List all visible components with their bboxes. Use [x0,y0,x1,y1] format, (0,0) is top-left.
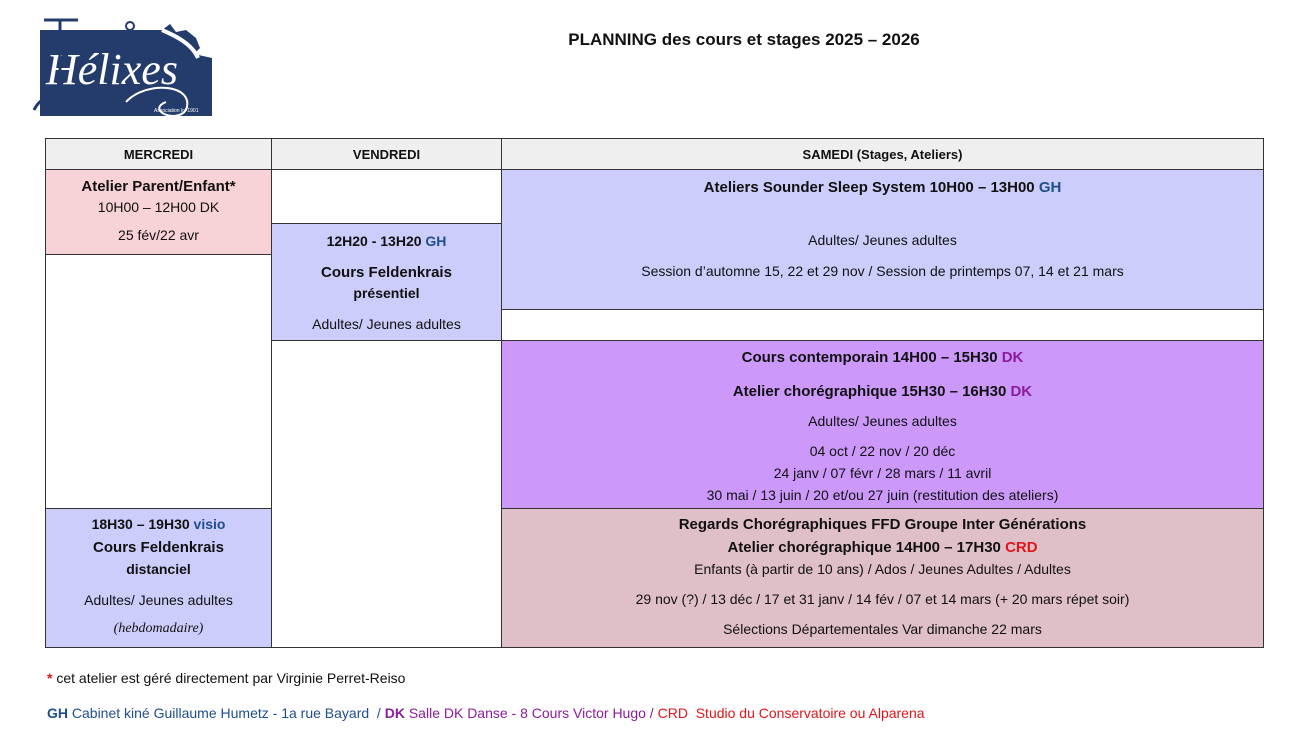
footnote [47,670,405,686]
footnote-text: cet atelier est géré directement par Virginie Perret-Reiso [52,670,406,686]
distanciel-tag: visio [193,516,226,532]
schedule-table [45,138,1264,648]
distanciel-audience: Adultes/ Jeunes adultes [84,592,233,608]
cell-samedi-empty [502,310,1264,341]
legend-gh-text: Cabinet kiné Guillaume Humetz - 1a rue Bayard [68,705,370,721]
regards-selection: Sélections Départementales Var dimanche 22 mars [723,621,1042,637]
header-mercredi: MERCREDI [46,139,272,170]
regards-title2: Atelier chorégraphique 14H00 – 17H30 CRD [727,539,1038,556]
regards-dates: 29 nov (?) / 13 déc / 17 et 31 janv / 14 fév / 07 et 14 mars (+ 20 mars répet soir) [635,591,1130,607]
contemporain-title1: Cours contemporain 14H00 – 15H30 DK [741,349,1024,366]
legend-crd-code: CRD [657,705,688,721]
page-title: PLANNING des cours et stages 2025 – 2026 [568,30,920,49]
regards-tag: CRD [1005,539,1038,556]
cell-sounder-sleep [502,170,1264,310]
distanciel-frequency: (hebdomadaire) [113,621,204,636]
header-samedi: SAMEDI (Stages, Ateliers) [502,139,1264,170]
contemporain-dates3: 30 mai / 13 juin / 20 et/ou 27 juin (restitution des ateliers) [706,487,1059,503]
logo-wordmark: Hélixes [46,45,178,94]
distanciel-time: 18H30 – 19H30 [91,516,190,532]
header-row [46,139,1264,170]
sounder-sessions: Session d’automne 15, 22 et 29 nov / Session de printemps 07, 14 et 21 mars [641,263,1124,279]
footnote-star: * [47,670,53,686]
contemporain-dates1: 04 oct / 22 nov / 20 déc [809,443,956,459]
logo-caption: Association loi 1901 [154,108,199,114]
contemporain-dates2: 24 janv / 07 févr / 28 mars / 11 avril [773,465,992,481]
presentiel-audience: Adultes/ Jeunes adultes [312,316,461,332]
header-vendredi: VENDREDI [272,139,502,170]
cell-mercredi-empty [46,255,272,509]
distanciel-title: Cours Feldenkrais [93,539,224,556]
legend-gh-code: GH [47,705,68,721]
distanciel-mode: distanciel [126,561,191,577]
parent-enfant-title: Atelier Parent/Enfant* [81,178,236,195]
parent-enfant-dates: 25 fév/22 avr [118,227,199,243]
legend-sep: / [369,705,385,721]
cell-contemporain [502,341,1264,509]
cell-regards-choregraphiques [502,509,1264,648]
contemporain-audience: Adultes/ Jeunes adultes [808,413,957,429]
sounder-tag: GH [1038,179,1062,196]
cell-vendredi-empty-top [272,170,502,224]
sounder-audience: Adultes/ Jeunes adultes [808,232,957,248]
legend-dk-code: DK [384,705,405,721]
presentiel-tag: GH [425,233,447,249]
cell-feldenkrais-presentiel [272,224,502,341]
legend-crd-text: Studio du Conservatoire ou Alparena [687,705,925,721]
cell-vendredi-empty-bottom [272,341,502,648]
parent-enfant-time: 10H00 – 12H00 DK [97,199,220,215]
legend [47,705,925,721]
regards-title1: Regards Chorégraphiques FFD Groupe Inter Générations [678,516,1087,533]
regards-audience: Enfants (à partir de 10 ans) / Ados / Jeunes Adultes / Adultes [694,561,1071,577]
presentiel-title: Cours Feldenkrais [321,264,452,281]
contemporain-title2: Atelier chorégraphique 15H30 – 16H30 DK [732,383,1033,400]
presentiel-time: 12H20 - 13H20 [326,233,422,249]
cell-parent-enfant [46,170,272,255]
legend-dk-text: Salle DK Danse - 8 Cours Victor Hugo / [404,705,658,721]
sounder-title: Ateliers Sounder Sleep System 10H00 – 13H00 GH [703,179,1062,196]
contemporain-tag1: DK [1001,349,1024,366]
contemporain-tag2: DK [1010,383,1033,400]
cell-feldenkrais-distanciel [46,509,272,648]
presentiel-mode: présentiel [353,285,420,301]
